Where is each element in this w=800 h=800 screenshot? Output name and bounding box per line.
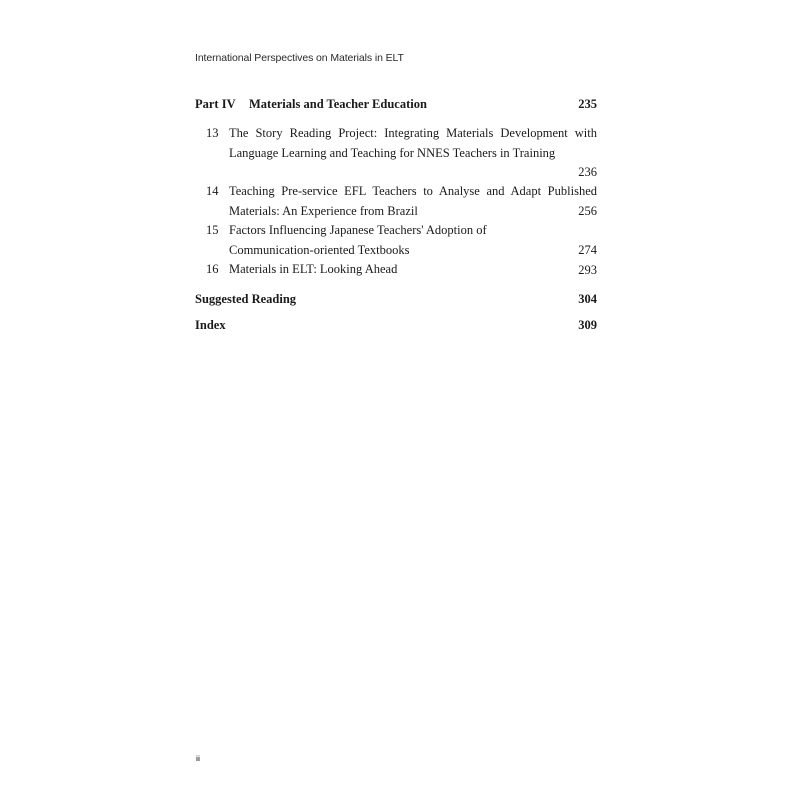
part-page: 235 [578, 97, 597, 111]
chapter-title: The Story Reading Project: Integrating Materials Development with Language Learning and Teaching for NNES Teachers in Training [229, 126, 597, 160]
backmatter-page: 304 [578, 292, 597, 306]
toc-chapter-entry [195, 260, 597, 280]
chapter-page: 293 [578, 262, 597, 277]
toc-chapter-entry [195, 221, 597, 260]
table-of-contents [195, 95, 597, 334]
part-title: Materials and Teacher Education [249, 97, 427, 111]
chapter-title: Teaching Pre-service EFL Teachers to Analyse and Adapt Published Materials: An Experience from Brazil [229, 184, 597, 218]
chapter-title: Materials in ELT: Looking Ahead [229, 262, 398, 276]
backmatter-title: Index [195, 318, 226, 332]
toc-part-entry [195, 95, 597, 113]
chapter-number: 15 [206, 223, 219, 237]
running-head: International Perspectives on Materials in ELT [195, 52, 404, 64]
chapter-number: 16 [206, 262, 219, 276]
toc-backmatter-entry [195, 290, 597, 308]
chapter-number: 13 [206, 126, 219, 140]
chapter-number: 14 [206, 184, 219, 198]
toc-chapter-entry [195, 182, 597, 221]
backmatter-page: 309 [578, 318, 597, 332]
part-label: Part IV [195, 97, 236, 111]
page-number: ii [196, 756, 200, 763]
toc-chapter-entry [195, 124, 597, 182]
chapter-page: 256 [578, 203, 597, 218]
chapter-page: 236 [578, 164, 597, 179]
backmatter-title: Suggested Reading [195, 292, 297, 306]
chapter-page: 274 [578, 242, 597, 257]
chapter-title: Factors Influencing Japanese Teachers' Adoption of Communication-oriented Textbooks [229, 223, 487, 257]
toc-backmatter-entry [195, 316, 597, 334]
